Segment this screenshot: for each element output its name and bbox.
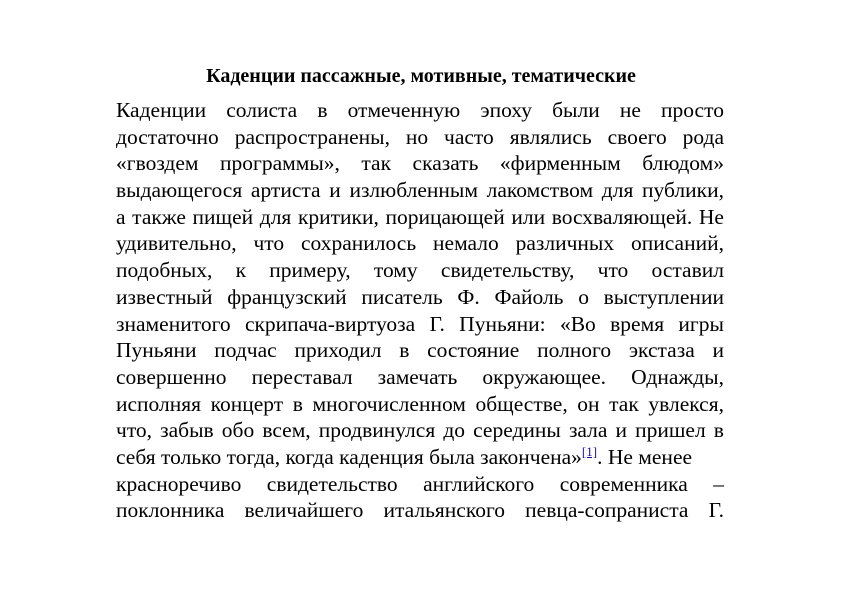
- word: что,: [116, 418, 153, 443]
- word: подобных,: [116, 258, 213, 283]
- word: время: [610, 311, 665, 336]
- word: или: [511, 204, 546, 229]
- word: восхваляющей.: [551, 204, 693, 229]
- word: программы»,: [220, 151, 340, 176]
- word: «фирменным: [499, 151, 621, 176]
- word: не: [619, 98, 641, 122]
- word: Пуньяни:: [459, 311, 546, 336]
- word: а: [116, 204, 126, 229]
- text-line: [116, 150, 724, 177]
- word: часто: [444, 124, 494, 149]
- text-line: [116, 177, 724, 204]
- word: многочисленном: [312, 391, 466, 416]
- word: переставал: [251, 364, 353, 389]
- footnote-link[interactable]: [1]: [581, 443, 598, 459]
- word: Г.: [708, 498, 724, 523]
- text-line: [116, 257, 724, 284]
- word: артиста: [250, 178, 321, 203]
- word: современника: [559, 471, 688, 496]
- word: критики,: [297, 204, 379, 229]
- word: французский: [227, 284, 347, 309]
- word: поклонника: [116, 498, 225, 523]
- text-line: [116, 230, 724, 257]
- word: также: [132, 204, 186, 229]
- word: концерт: [210, 391, 284, 416]
- word: середины: [473, 418, 561, 443]
- word: сказать: [412, 151, 479, 176]
- word: так: [361, 151, 392, 176]
- word: обо: [221, 418, 255, 443]
- text-line: [116, 417, 724, 444]
- body-text: [116, 97, 724, 524]
- word: в: [292, 391, 303, 416]
- word: описаний,: [630, 231, 724, 256]
- word: всем,: [262, 418, 311, 443]
- word: продвинулся: [318, 418, 436, 443]
- text-line: [116, 311, 724, 338]
- text-line: [116, 497, 724, 524]
- word: экстаза: [628, 338, 695, 363]
- word: совершенно: [116, 364, 227, 389]
- word: Ф.: [457, 284, 480, 309]
- word: сохранилось: [300, 231, 417, 256]
- word: для: [601, 178, 634, 203]
- word: он: [577, 391, 600, 416]
- text-line: [116, 471, 724, 498]
- text-line: [116, 97, 724, 124]
- word: замечать: [377, 364, 458, 389]
- word: немало: [433, 231, 499, 256]
- word: в: [317, 98, 328, 122]
- word: так: [609, 391, 639, 416]
- word: различных: [515, 231, 615, 256]
- word: Пуньяни: [116, 338, 197, 363]
- word: писатель: [361, 284, 443, 309]
- line-text-before-footnote: себя только тогда, когда каденция была закончена»: [116, 444, 582, 469]
- word: являлись: [509, 124, 592, 149]
- word: в: [399, 338, 410, 363]
- section-heading: Каденции пассажные, мотивные, тематические: [206, 65, 636, 87]
- word: к: [235, 258, 247, 283]
- word: подчас: [214, 338, 277, 363]
- word: Файоль: [494, 284, 564, 309]
- word: оставил: [651, 258, 724, 283]
- word: примеру,: [269, 258, 351, 283]
- word: что: [597, 258, 629, 283]
- word: выдающегося: [116, 178, 243, 203]
- text-line: [116, 284, 724, 311]
- word: и: [615, 418, 628, 443]
- word: красноречиво: [116, 471, 242, 496]
- word: величайшего: [244, 498, 364, 523]
- word: окружающее.: [482, 364, 607, 389]
- word: порицающей: [385, 204, 505, 229]
- word: известный: [116, 284, 213, 309]
- word: знаменитого: [116, 311, 231, 336]
- word: игры: [678, 311, 724, 336]
- word: тому: [373, 258, 418, 283]
- word: излюбленным: [349, 178, 478, 203]
- word: что: [253, 231, 285, 256]
- word: достаточно: [116, 124, 219, 149]
- word: в: [713, 418, 724, 443]
- word: состояние: [427, 338, 520, 363]
- word: удивительно,: [116, 231, 237, 256]
- word: эпоху: [480, 98, 532, 122]
- word: приходил: [294, 338, 382, 363]
- word: до: [443, 418, 466, 443]
- text-segment: [116, 444, 692, 471]
- word: исполняя: [116, 391, 202, 416]
- text-line: [116, 124, 724, 151]
- word: Каденции: [116, 98, 207, 122]
- word: своего: [607, 124, 667, 149]
- word: были: [552, 98, 600, 122]
- word: забыв: [160, 418, 214, 443]
- word: полного: [537, 338, 612, 363]
- text-line: [116, 364, 724, 391]
- word: отмеченную: [347, 98, 461, 122]
- word: пришел: [635, 418, 706, 443]
- word: обществе,: [475, 391, 568, 416]
- word: итальянского: [383, 498, 505, 523]
- word: скрипача-виртуоза: [244, 311, 416, 336]
- word: английского: [423, 471, 535, 496]
- word: свидетельству,: [440, 258, 575, 283]
- word: солиста: [226, 98, 298, 122]
- text-line: [116, 337, 724, 364]
- word: Г.: [429, 311, 445, 336]
- word: Однажды,: [631, 364, 724, 389]
- word: просто: [661, 98, 724, 122]
- word: «Во: [559, 311, 596, 336]
- word: о: [578, 284, 589, 309]
- line-text-after-footnote: . Не менее: [597, 444, 693, 469]
- text-line: [116, 391, 724, 418]
- word: свидетельство: [266, 471, 398, 496]
- word: и: [329, 178, 341, 203]
- word: увлекся,: [648, 391, 724, 416]
- word: но: [405, 124, 429, 149]
- word: «гвоздем: [116, 151, 199, 176]
- word: –: [713, 471, 724, 496]
- word: зала: [568, 418, 608, 443]
- word: блюдом»: [642, 151, 724, 176]
- word: лакомством: [486, 178, 594, 203]
- word: певца-сопраниста: [525, 498, 689, 523]
- word: рода: [682, 124, 724, 149]
- word: распространены,: [234, 124, 390, 149]
- word: публики,: [642, 178, 724, 203]
- word: Не: [698, 204, 724, 229]
- word: выступлении: [603, 284, 724, 309]
- text-line-with-footnote: [116, 444, 724, 471]
- text-line: [116, 204, 724, 231]
- word: для: [259, 204, 292, 229]
- word: и: [712, 338, 724, 363]
- word: пищей: [192, 204, 254, 229]
